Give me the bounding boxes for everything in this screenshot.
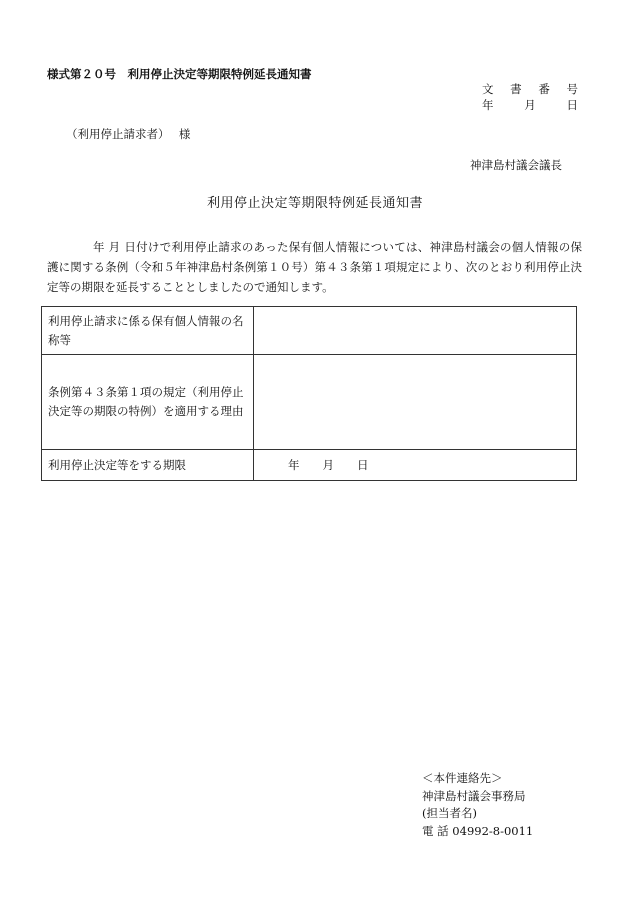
table-row-value [254,307,577,355]
doc-number-char: 書 [510,82,522,96]
table-row [42,450,577,481]
table-row [42,307,577,355]
table-row-label: 利用停止決定等をする期限 [42,450,254,481]
doc-number-char: 号 [566,82,578,96]
table-row-value [254,355,577,450]
doc-date-month: 月 [524,98,536,112]
table-row [42,355,577,450]
contact-person: (担当者名) [422,806,477,820]
document-title: 利用停止決定等期限特例延長通知書 [206,196,423,211]
table-row-label: 条例第４３条第１項の規定（利用停止決定等の期限の特例）を適用する理由 [42,355,254,450]
document-number-label [482,81,578,97]
contact-phone: 電 話 04992-8-0011 [422,823,534,838]
document-date-label [482,97,578,113]
doc-date-day: 日 [566,98,578,112]
recipient-line: （利用停止請求者） 様 [66,127,191,141]
doc-number-char: 文 [482,82,494,96]
table-row-label: 利用停止請求に係る保有個人情報の名称等 [42,307,254,355]
info-table [41,306,577,481]
contact-office: 神津島村議会事務局 [422,788,526,803]
body-paragraph: 年 月 日付けで利用停止請求のあった保有個人情報については、神津島村議会の個人情報の保護に関する条例（令和５年神津島村条例第１０号）第４３条第１項規定により、次のとおり利用停止決定等の期限を延長することとしましたので通知します。 [47,240,582,294]
doc-date-year: 年 [482,98,494,112]
sender-line: 神津島村議会議長 [470,158,562,172]
doc-number-char: 番 [538,82,550,96]
contact-heading: ＜本件連絡先＞ [422,771,503,785]
contact-block [422,770,533,840]
form-number: 様式第２０号 利用停止決定等期限特例延長通知書 [47,67,312,81]
table-row-value: 年 月 日 [254,450,577,481]
